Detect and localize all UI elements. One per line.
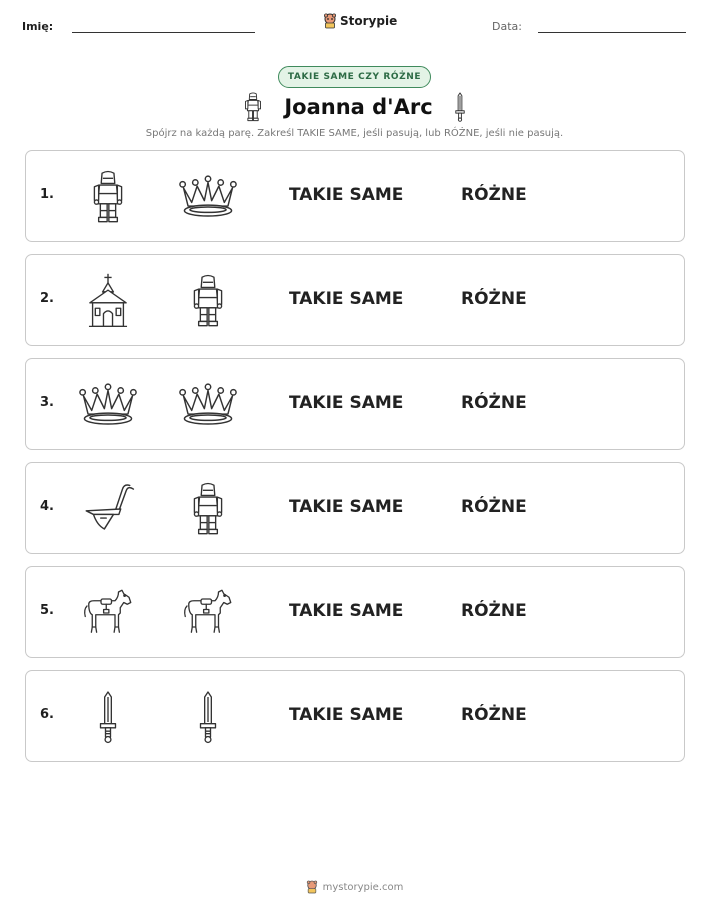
same-option[interactable]: TAKIE SAME — [289, 705, 404, 725]
sword-icon — [78, 688, 138, 746]
row-number: 1. — [40, 187, 54, 202]
crown-icon — [78, 376, 138, 434]
same-option[interactable]: TAKIE SAME — [289, 393, 404, 413]
name-field-line[interactable] — [72, 32, 255, 33]
row-number: 3. — [40, 395, 54, 410]
brand-logo — [323, 13, 397, 29]
exercise-row — [25, 254, 685, 346]
title-row — [0, 92, 709, 122]
crown-icon — [178, 168, 238, 226]
same-option[interactable]: TAKIE SAME — [289, 185, 404, 205]
crown-icon — [178, 376, 238, 434]
row-number: 2. — [40, 291, 54, 306]
brand-name: Storypie — [340, 14, 398, 28]
horse-icon — [178, 584, 238, 642]
date-label: Data: — [492, 20, 522, 33]
knight-icon — [78, 168, 138, 226]
church-icon — [78, 272, 138, 330]
storypie-logo-icon — [306, 880, 318, 894]
plow-icon — [78, 480, 138, 538]
name-label: Imię: — [22, 20, 54, 33]
sword-icon — [453, 92, 467, 122]
different-option[interactable]: RÓŻNE — [461, 705, 527, 725]
date-field-line[interactable] — [538, 32, 686, 33]
same-option[interactable]: TAKIE SAME — [289, 601, 404, 621]
footer-url: mystorypie.com — [322, 881, 404, 893]
exercise-row — [25, 566, 685, 658]
exercise-row — [25, 670, 685, 762]
knight-icon — [178, 272, 238, 330]
different-option[interactable]: RÓŻNE — [461, 185, 527, 205]
row-number: 5. — [40, 603, 54, 618]
horse-icon — [78, 584, 138, 642]
row-number: 6. — [40, 707, 54, 722]
knight-icon — [242, 92, 264, 122]
different-option[interactable]: RÓŻNE — [461, 289, 527, 309]
exercise-list — [25, 150, 685, 774]
exercise-row — [25, 462, 685, 554]
different-option[interactable]: RÓŻNE — [461, 393, 527, 413]
knight-icon — [178, 480, 238, 538]
sword-icon — [178, 688, 238, 746]
same-option[interactable]: TAKIE SAME — [289, 497, 404, 517]
page-title: Joanna d'Arc — [284, 95, 433, 119]
exercise-row — [25, 358, 685, 450]
instructions: Spójrz na każdą parę. Zakreśl TAKIE SAME, jeśli pasują, lub RÓŻNE, jeśli nie pasują. — [145, 128, 564, 139]
same-option[interactable]: TAKIE SAME — [289, 289, 404, 309]
footer — [0, 880, 709, 894]
storypie-logo-icon — [323, 13, 337, 29]
different-option[interactable]: RÓŻNE — [461, 497, 527, 517]
activity-badge: TAKIE SAME CZY RÓŻNE — [278, 66, 431, 88]
exercise-row — [25, 150, 685, 242]
different-option[interactable]: RÓŻNE — [461, 601, 527, 621]
row-number: 4. — [40, 499, 54, 514]
